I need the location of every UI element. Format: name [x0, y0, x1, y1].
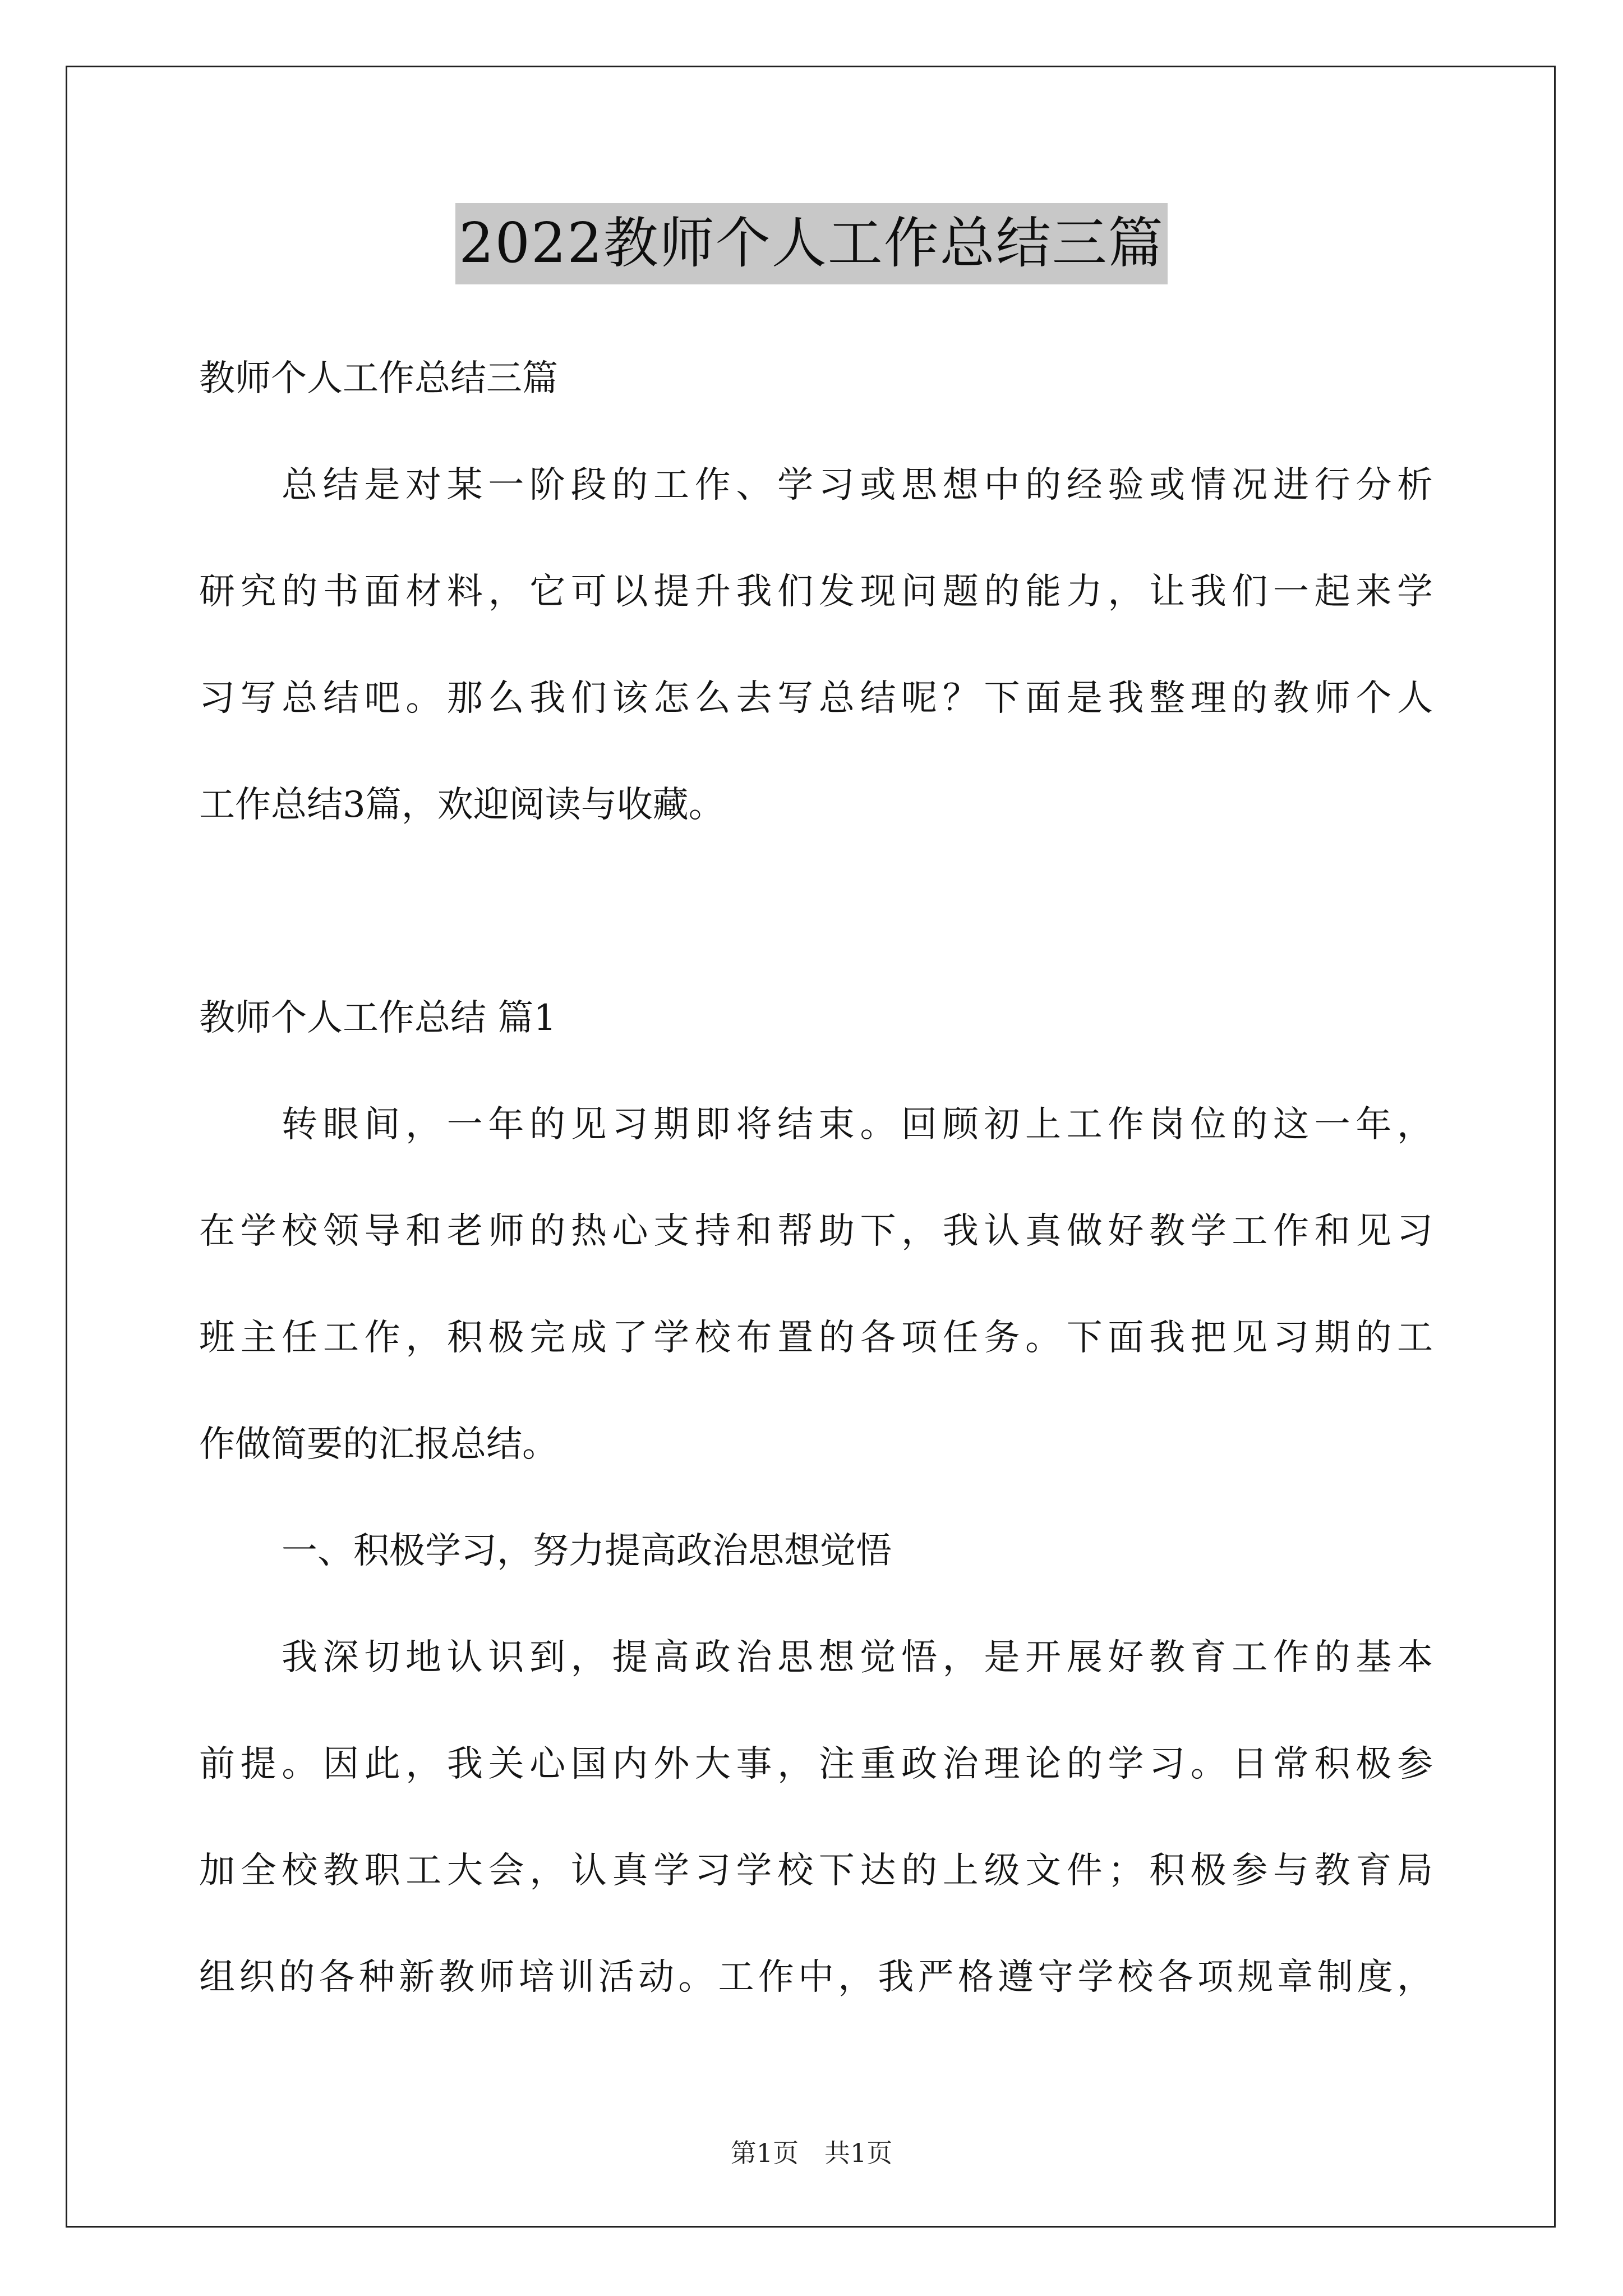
section-heading: 教师个人工作总结 篇1 — [199, 997, 557, 1039]
paragraph-line: 转眼间，一年的见习期即将结束。回顾初上工作岗位的这一年， — [282, 1104, 1433, 1145]
page-footer: 第1页 共1页 — [730, 2138, 893, 2168]
intro-line: 研究的书面材料，它可以提升我们发现问题的能力，让我们一起来学 — [199, 571, 1433, 613]
paragraph-line: 我深切地认识到，提高政治思想觉悟，是开展好教育工作的基本 — [282, 1637, 1433, 1678]
document-title: 2022教师个人工作总结三篇 — [455, 203, 1167, 284]
document-subtitle: 教师个人工作总结三篇 — [199, 358, 558, 399]
intro-line: 总结是对某一阶段的工作、学习或思想中的经验或情况进行分析 — [282, 464, 1433, 506]
paragraph-line: 班主任工作，积极完成了学校布置的各项任务。下面我把见习期的工 — [199, 1317, 1433, 1359]
paragraph-line: 加全校教职工大会，认真学习学校下达的上级文件；积极参与教育局 — [199, 1850, 1433, 1892]
intro-line: 工作总结3篇，欢迎阅读与收藏。 — [199, 784, 725, 826]
title-block — [0, 203, 1623, 284]
subheading: 一、积极学习，努力提高政治思想觉悟 — [282, 1530, 892, 1572]
paragraph-line: 作做简要的汇报总结。 — [199, 1424, 558, 1465]
paragraph-line: 前提。因此，我关心国内外大事，注重政治理论的学习。日常积极参 — [199, 1743, 1433, 1785]
paragraph-line: 在学校领导和老师的热心支持和帮助下，我认真做好教学工作和见习 — [199, 1211, 1433, 1252]
paragraph-line: 组织的各种新教师培训活动。工作中，我严格遵守学校各项规章制度， — [199, 1957, 1433, 1998]
intro-line: 习写总结吧。那么我们该怎么去写总结呢？下面是我整理的教师个人 — [199, 678, 1433, 719]
